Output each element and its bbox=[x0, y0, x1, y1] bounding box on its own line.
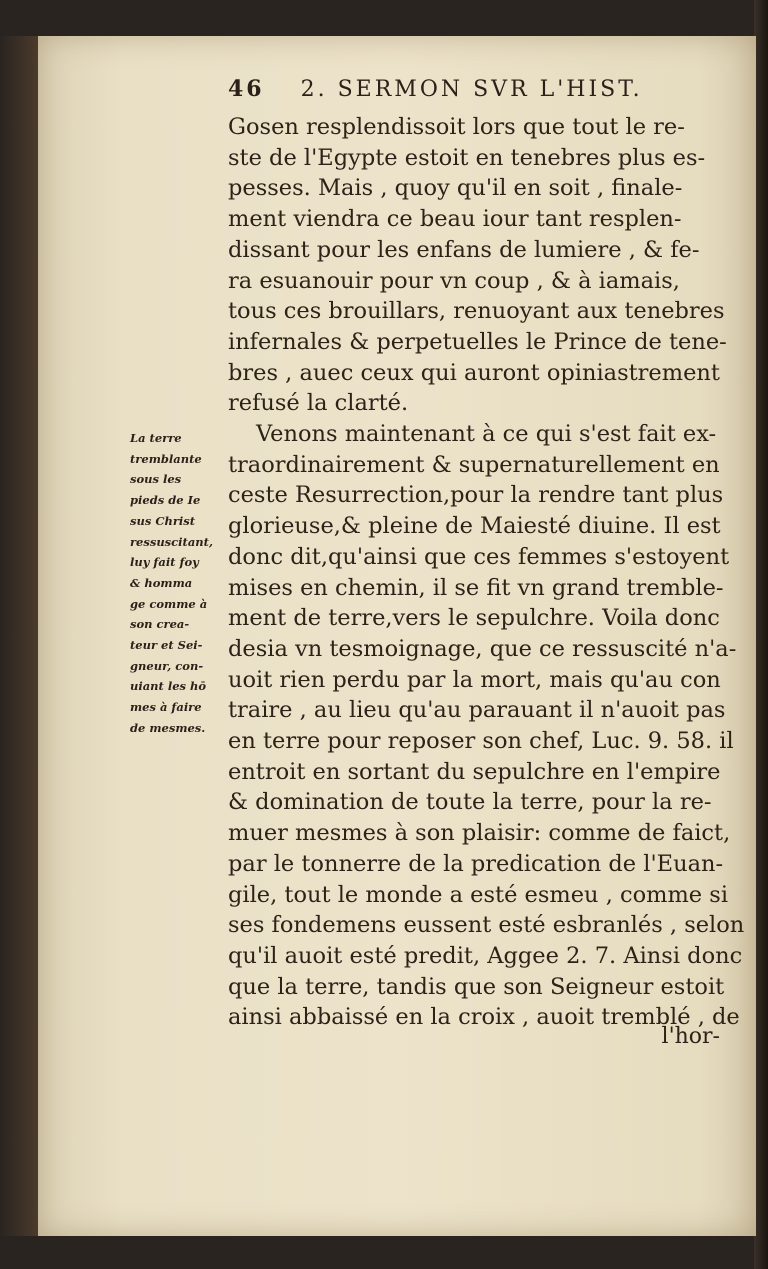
marginal-note bbox=[130, 428, 226, 739]
marginal-note-line: ressuscitant, bbox=[130, 534, 213, 549]
marginal-note-line: sus Christ bbox=[130, 513, 196, 528]
catchword: l'hor- bbox=[661, 1024, 720, 1049]
running-title: 2. SERMON SVR L'HIST. bbox=[300, 77, 643, 102]
text-line: muer mesmes à son plaisir: comme de faict, bbox=[228, 820, 731, 847]
marginal-note-line: de mesmes. bbox=[130, 720, 206, 735]
text-line: ceste Resurrection,pour la rendre tant plus bbox=[228, 482, 724, 509]
text-line: infernales & perpetuelles le Prince de tene- bbox=[228, 328, 727, 355]
text-line: ses fondemens eussent esté esbranlés , selon bbox=[228, 912, 745, 939]
text-line: ainsi abbaissé en la croix , auoit tremblé , de bbox=[228, 1004, 740, 1031]
text-line: en terre pour reposer son chef, Luc. 9. 58. il bbox=[228, 728, 734, 755]
marginal-note-line: teur et Sei- bbox=[130, 638, 203, 653]
text-line: Gosen resplendissoit lors que tout le re- bbox=[228, 114, 685, 140]
text-line: mises en chemin, il se fit vn grand tremble- bbox=[228, 574, 724, 601]
marginal-note-line: pieds de Ie bbox=[130, 493, 201, 508]
marginal-note-line: son crea- bbox=[130, 617, 190, 632]
text-line: refusé la clarté. bbox=[228, 390, 409, 417]
text-line: traordinairement & supernaturellement en bbox=[228, 451, 720, 478]
marginal-note-line: luy fait foy bbox=[130, 555, 199, 570]
marginal-note-line: mes à faire bbox=[130, 700, 202, 715]
marginal-note-line: tremblante bbox=[130, 451, 202, 466]
marginal-note-line: ge comme à bbox=[130, 596, 208, 611]
text-line: dissant pour les enfans de lumiere , & fe- bbox=[228, 236, 700, 263]
marginal-note-line: uiant les hō bbox=[130, 679, 207, 694]
text-line: ste de l'Egypte estoit en tenebres plus es- bbox=[228, 144, 706, 171]
page-edge-shadow bbox=[754, 0, 768, 1269]
body-text bbox=[228, 112, 745, 1033]
text-line: bres , auec ceux qui auront opiniastrement bbox=[228, 359, 720, 386]
text-line: pesses. Mais , quoy qu'il en soit , finale- bbox=[228, 175, 683, 202]
marginal-note-line: La terre bbox=[130, 431, 182, 445]
book-binding-shadow bbox=[0, 36, 38, 1236]
marginal-note-line: & homma bbox=[130, 575, 193, 590]
text-line: qu'il auoit esté predit, Aggee 2. 7. Ainsi donc bbox=[228, 942, 743, 969]
running-header bbox=[228, 76, 668, 108]
text-line: & domination de toute la terre, pour la re- bbox=[228, 789, 712, 816]
text-line: uoit rien perdu par la mort, mais qu'au con bbox=[228, 666, 721, 693]
text-line: ment viendra ce beau iour tant resplen- bbox=[228, 206, 682, 233]
text-line: ment de terre,vers le sepulchre. Voila donc bbox=[228, 605, 720, 632]
text-line: traire , au lieu qu'au parauant il n'auoit pas bbox=[228, 697, 726, 724]
text-line: par le tonnerre de la predication de l'Euan- bbox=[228, 850, 724, 877]
text-line: gile, tout le monde a esté esmeu , comme si bbox=[228, 881, 729, 908]
text-line: ra esuanouir pour vn coup , & à iamais, bbox=[228, 267, 680, 294]
text-line: entroit en sortant du sepulchre en l'empire bbox=[228, 758, 721, 785]
text-line: donc dit,qu'ainsi que ces femmes s'estoyent bbox=[228, 543, 730, 570]
text-line: tous ces brouillars, renuoyant aux tenebres bbox=[228, 298, 725, 325]
marginal-note-line: gneur, con- bbox=[130, 658, 204, 673]
text-line: que la terre, tandis que son Seigneur estoit bbox=[228, 973, 725, 1000]
page-number: 46 bbox=[228, 76, 265, 102]
text-line: Venons maintenant à ce qui s'est fait ex- bbox=[256, 421, 717, 448]
marginal-note-line: sous les bbox=[130, 472, 182, 487]
text-line: desia vn tesmoignage, que ce ressuscité n'a- bbox=[228, 635, 737, 662]
text-line: glorieuse,& pleine de Maiesté diuine. Il est bbox=[228, 513, 721, 540]
